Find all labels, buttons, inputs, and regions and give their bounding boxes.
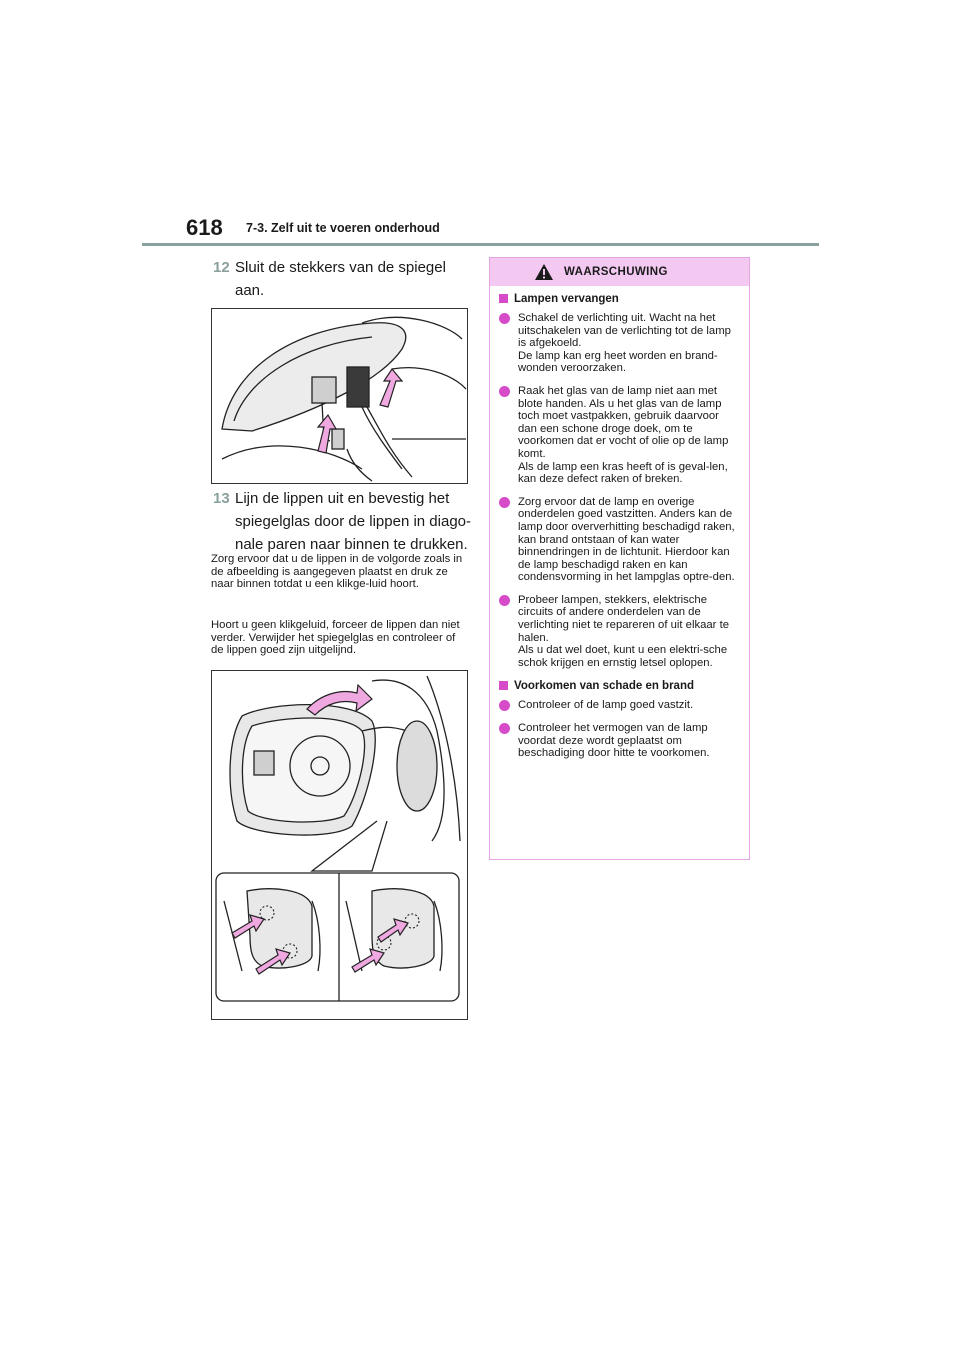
warning-box	[489, 257, 750, 860]
warning-bullet: Probeer lampen, stekkers, elektrische circuits of andere onderdelen van de verlichting niet te repareren of uit elkaar te halen. Als u dat wel doet, kunt u een elektri-sche schok krijgen en ernstig letsel oplopen.	[499, 594, 739, 670]
page-number: 618	[186, 215, 223, 240]
warning-bullet: Raak het glas van de lamp niet aan met blote handen. Als u het glas van de lamp toch moet vastpakken, gebruik daarvoor dan een schone droge doek, om te voorkomen dat er vocht of olie op de lamp komt. Als de lamp een kras heeft of is geval-len, kan deze defect raken of breken.	[499, 385, 739, 486]
square-bullet-icon	[499, 681, 508, 690]
figure-mirror-connectors	[211, 308, 468, 484]
bullet-dot-icon	[499, 723, 510, 734]
warning-triangle-icon	[534, 263, 554, 281]
step-text: Sluit de stekkers van de spiegel aan.	[235, 259, 446, 299]
warning-bullet: Controleer het vermogen van de lamp voordat deze wordt geplaatst om beschadiging door hitte te voorkomen.	[499, 722, 739, 760]
step-number: 12	[213, 259, 230, 276]
step-text: Lijn de lippen uit en bevestig het spiegelglas door de lippen in diago-nale paren naar binnen te drukken.	[235, 490, 472, 553]
mirror-connector-illustration	[212, 309, 467, 483]
warning-bullet: Schakel de verlichting uit. Wacht na het uitschakelen van de verlichting tot de lamp is afgekoeld. De lamp kan erg heet worden en brand-wonden veroorzaken.	[499, 312, 739, 375]
warning-header	[490, 258, 749, 286]
step-number: 13	[213, 490, 230, 507]
instruction-paragraph: Zorg ervoor dat u de lippen in de volgorde zoals in de afbeelding is aangegeven plaatst en druk ze naar binnen totdat u een klikge-luid hoort.	[211, 553, 463, 590]
header-divider	[142, 243, 819, 246]
bullet-dot-icon	[499, 497, 510, 508]
warning-title: WAARSCHUWING	[564, 266, 668, 278]
bullet-dot-icon	[499, 386, 510, 397]
warning-subheading: Voorkomen van schade en brand	[499, 679, 739, 693]
bullet-dot-icon	[499, 313, 510, 324]
arrow-up-icon	[380, 369, 402, 407]
step-12	[213, 256, 463, 302]
bullet-dot-icon	[499, 595, 510, 606]
warning-bullet: Zorg ervoor dat de lamp en overige onderdelen goed vastzitten. Anders kan de lamp door oververhitting beschadigd raken, kan brand ontstaan of kan water binnendringen in de lichtunit. Hierdoor kan de lamp beschadigd raken en kan condensvorming in het lampglas optre-den.	[499, 496, 739, 584]
bullet-dot-icon	[499, 700, 510, 711]
instruction-paragraph: Hoort u geen klikgeluid, forceer de lippen dan niet verder. Verwijder het spiegelglas en controleer of de lippen goed zijn uitgelijnd.	[211, 619, 460, 656]
square-bullet-icon	[499, 294, 508, 303]
warning-bullet: Controleer of de lamp goed vastzit.	[499, 699, 739, 712]
warning-content	[490, 286, 749, 760]
section-title: 7-3. Zelf uit te voeren onderhoud	[246, 221, 440, 235]
warning-subheading: Lampen vervangen	[499, 292, 739, 306]
mirror-glass-illustration	[212, 671, 467, 1019]
figure-mirror-glass-installation	[211, 670, 468, 1020]
step-13	[213, 487, 473, 556]
